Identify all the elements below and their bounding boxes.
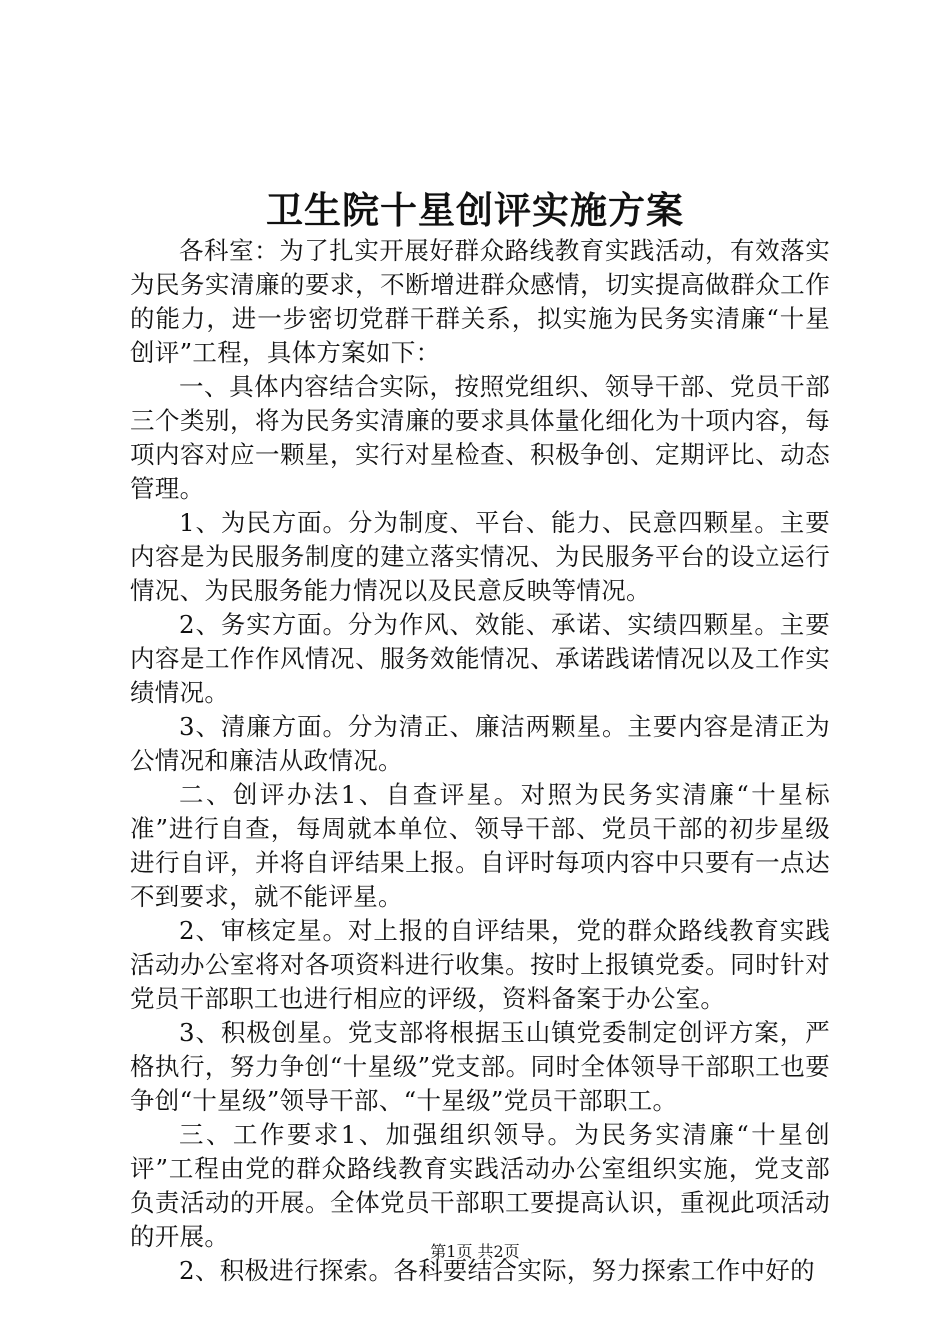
paragraph-section-3: 三、工作要求1、加强组织领导。为民务实清廉“十星创评”工程由党的群众路线教育实践活动办公室组织实施，党支部负责活动的开展。全体党员干部职工要提高认识，重视此项活动的开展。 [130, 1120, 831, 1251]
paragraph-item-3-2: 2、积极进行探索。各科要结合实际，努力探索工作中好的 [179, 1256, 815, 1285]
page-number-footer: 第1页 共2页 [430, 1242, 520, 1261]
paragraph-section-1: 一、具体内容结合实际，按照党组织、领导干部、党员干部三个类别，将为民务实清廉的要求具体量化细化为十项内容，每项内容对应一颗星，实行对星检查、积极争创、定期评比、动态管理。 [130, 372, 830, 503]
paragraph-intro: 各科室：为了扎实开展好群众路线教育实践活动，有效落实为民务实清廉的要求，不断增进群众感情，切实提高做群众工作的能力，进一步密切党群干群关系，拟实施为民务实清廉“十星创评”工程，具体方案如下： [130, 236, 831, 367]
paragraph-item-1-2: 2、务实方面。分为作风、效能、承诺、实绩四颗星。主要内容是工作作风情况、服务效能情况、承诺践诺情况以及工作实绩情况。 [130, 610, 830, 707]
paragraph-item-2-3: 3、积极创星。党支部将根据玉山镇党委制定创评方案，严格执行，努力争创“十星级”党支部。同时全体领导干部职工也要争创“十星级”领导干部、“十星级”党员干部职工。 [130, 1018, 830, 1115]
paragraph-item-1-3: 3、清廉方面。分为清正、廉洁两颗星。主要内容是清正为公情况和廉洁从政情况。 [130, 712, 830, 775]
paragraph-item-1-1: 1、为民方面。分为制度、平台、能力、民意四颗星。主要内容是为民服务制度的建立落实情况、为民服务平台的设立运行情况、为民服务能力情况以及民意反映等情况。 [130, 508, 830, 605]
document-title: 卫生院十星创评实施方案 [266, 188, 684, 232]
paragraph-item-2-2: 2、审核定星。对上报的自评结果，党的群众路线教育实践活动办公室将对各项资料进行收集。按时上报镇党委。同时针对党员干部职工也进行相应的评级，资料备案于办公室。 [130, 916, 830, 1013]
document-body [130, 234, 830, 1288]
paragraph-section-2: 二、创评办法1、自查评星。对照为民务实清廉“十星标准”进行自查，每周就本单位、领导干部、党员干部的初步星级进行自评，并将自评结果上报。自评时每项内容中只要有一点达不到要求，就不能评星。 [130, 780, 831, 911]
